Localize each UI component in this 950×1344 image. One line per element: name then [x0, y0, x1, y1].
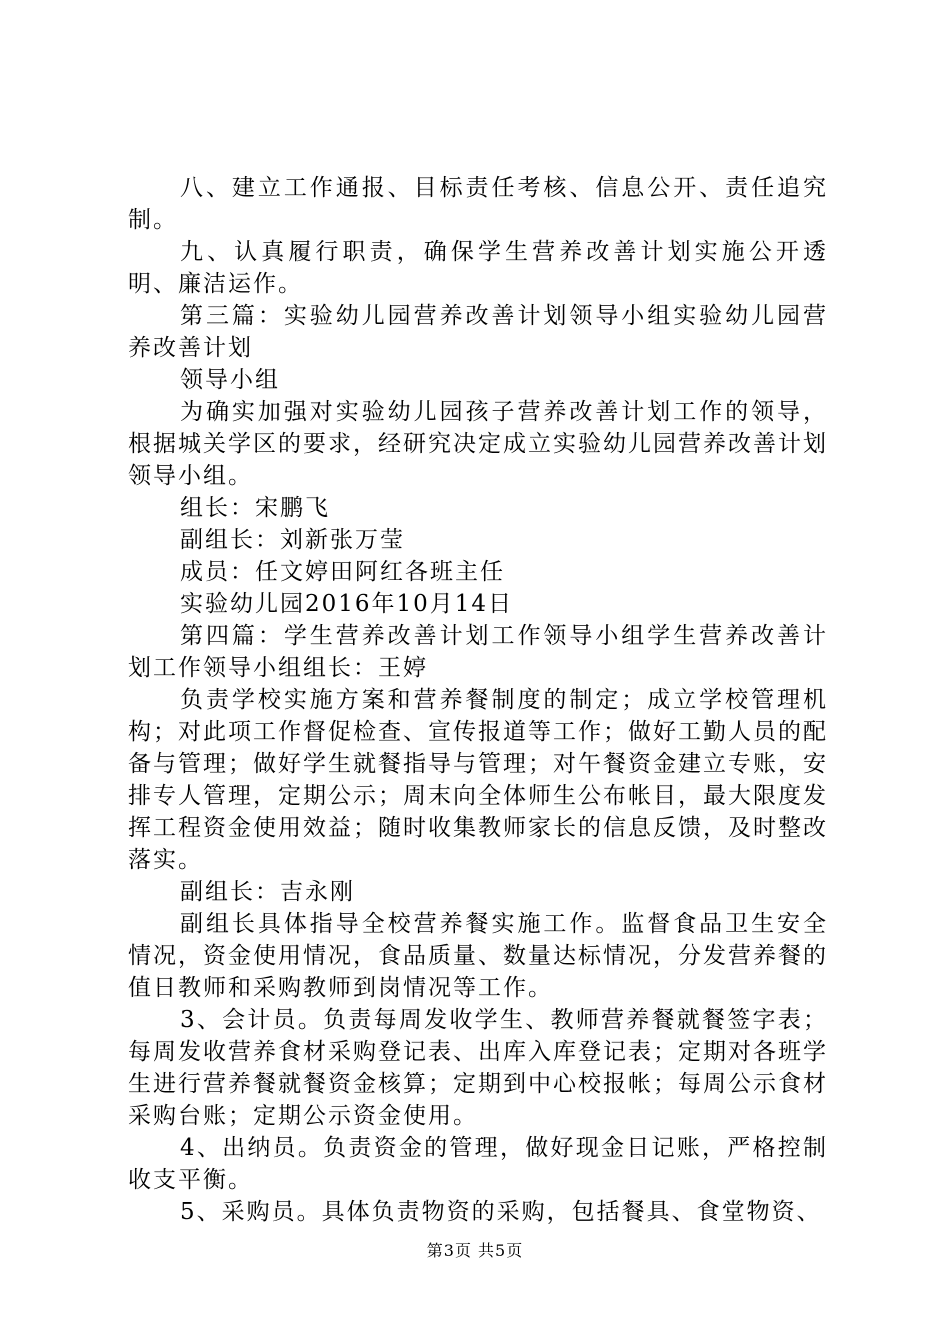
- document-body: [128, 172, 828, 1228]
- paragraph-intro: 为确实加强对实验幼儿园孩子营养改善计划工作的领导，根据城关学区的要求，经研究决定成立实验幼儿园营养改善计划领导小组。: [128, 399, 828, 489]
- paragraph-deputy-duties: 副组长具体指导全校营养餐实施工作。监督食品卫生安全情况，资金使用情况，食品质量、数量达标情况，分发营养餐的值日教师和采购教师到岗情况等工作。: [128, 911, 828, 1001]
- paragraph-leader-duties: 负责学校实施方案和营养餐制度的制定；成立学校管理机构；对此项工作督促检查、宣传报道等工作；做好工勤人员的配备与管理；做好学生就餐指导与管理；对午餐资金建立专账，安排专人管理，定期公示；周末向全体师生公布帐目，最大限度发挥工程资金使用效益；随时收集教师家长的信息反馈，及时整改落实。: [128, 687, 828, 873]
- paragraph-deputy: 副组长：吉永刚: [180, 879, 355, 905]
- paragraph-deputy-leader: 副组长：刘新张万莹: [180, 527, 405, 553]
- paragraph-date: 实验幼儿园2016年10月14日: [180, 591, 514, 617]
- paragraph-1: 八、建立工作通报、目标责任考核、信息公开、责任追究制。: [128, 175, 828, 233]
- paragraph-2: 九、认真履行职责，确保学生营养改善计划实施公开透明、廉洁运作。: [128, 239, 828, 297]
- paragraph-cashier: 4、出纳员。负责资金的管理，做好现金日记账，严格控制收支平衡。: [128, 1135, 828, 1193]
- paragraph-leader: 组长：宋鹏飞: [180, 495, 330, 521]
- paragraph-buyer: 5、采购员。具体负责物资的采购，包括餐具、食堂物资、: [180, 1199, 822, 1225]
- paragraph-leadership-group: 领导小组: [180, 367, 280, 393]
- page-footer: 第3页 共5页: [426, 1241, 524, 1260]
- section-heading-4: 第四篇：学生营养改善计划工作领导小组学生营养改善计划工作领导小组组长：王婷: [128, 623, 828, 681]
- section-heading-3: 第三篇：实验幼儿园营养改善计划领导小组实验幼儿园营养改善计划: [128, 303, 828, 361]
- paragraph-accountant: 3、会计员。负责每周发收学生、教师营养餐就餐签字表；每周发收营养食材采购登记表、出库入库登记表；定期对各班学生进行营养餐就餐资金核算；定期到中心校报帐；每周公示食材采购台账；定期公示资金使用。: [128, 1007, 828, 1129]
- paragraph-members: 成员：任文婷田阿红各班主任: [180, 559, 505, 585]
